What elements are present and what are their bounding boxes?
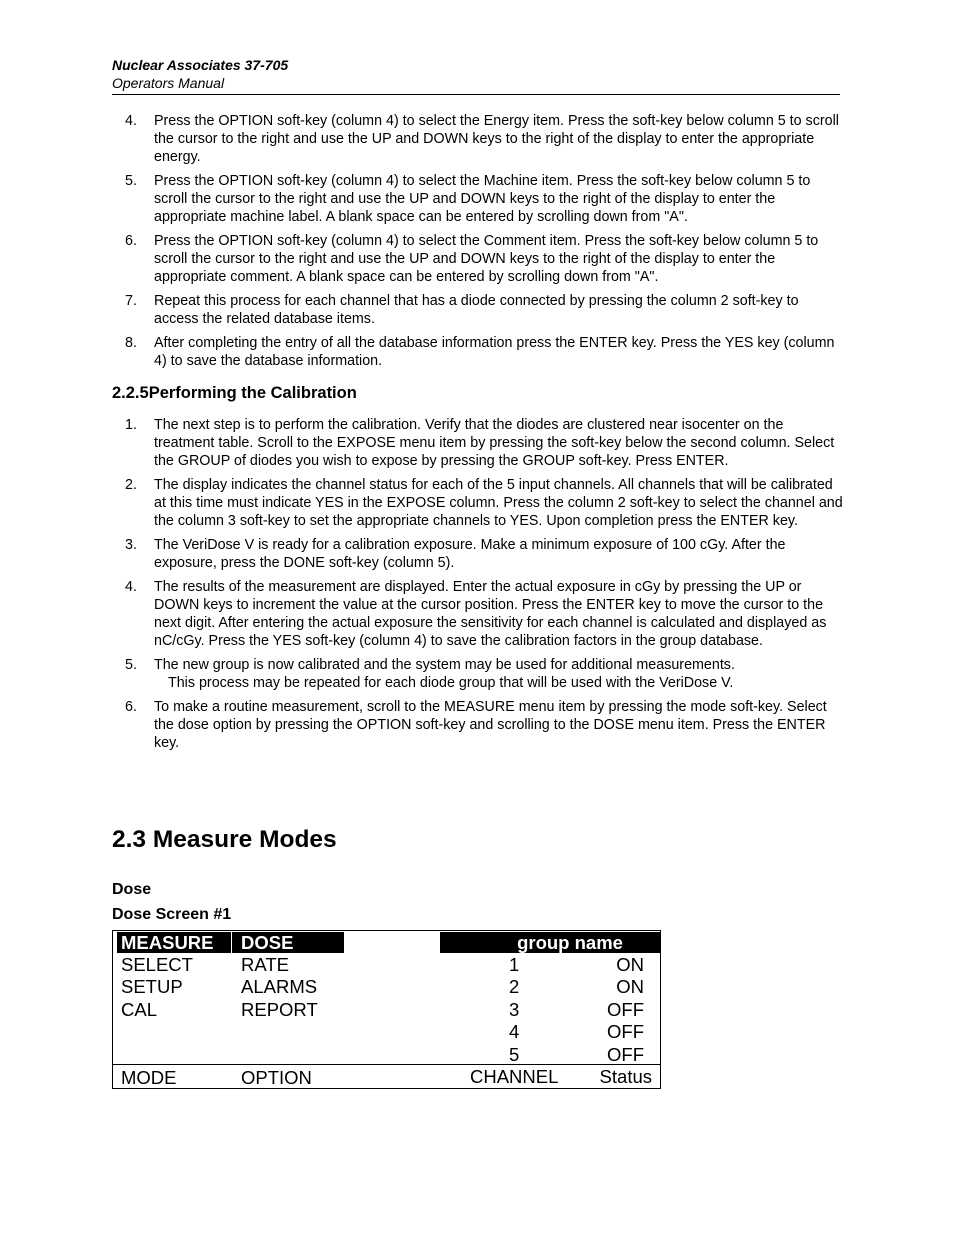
menu-select: SELECT — [121, 954, 193, 975]
list-item: 6. Press the OPTION soft-key (column 4) to select the Comment item. Press the soft-key below column 5 to scroll the cursor to the right and use the UP and DOWN keys to the right of the display to enter the appropriate comment. A blank space can be entered by scrolling down from "A". — [125, 233, 819, 285]
channel-number: 5 — [509, 1044, 520, 1065]
list-item: 7. Repeat this process for each channel that has a diode connected by pressing the column 2 soft-key to access the related database items. — [125, 293, 799, 327]
channel-number: 2 — [509, 976, 520, 997]
channel-status: OFF — [607, 999, 644, 1020]
group-name: group name — [440, 932, 660, 953]
option-rate: RATE — [241, 954, 289, 975]
database-steps-list — [112, 112, 844, 376]
channel-status: OFF — [607, 1021, 644, 1042]
list-item: 4. The results of the measurement are displayed. Enter the actual exposure in cGy by pressing the UP or DOWN keys to increment the value at the cursor position. Press the ENTER key to move the cursor to the next digit. After entering the actual exposure the sensitivity for each channel is calculated and displayed as nC/cGy. Press the YES soft-key (column 4) to save the calibration factors in the group database. — [125, 579, 827, 649]
softkey-mode: MODE — [121, 1067, 177, 1088]
menu-cal: CAL — [121, 999, 157, 1020]
list-item: 4. Press the OPTION soft-key (column 4) to select the Energy item. Press the soft-key below column 5 to scroll the cursor to the right and use the UP and DOWN keys to the right of the display to enter the appropriate energy. — [125, 113, 839, 165]
channel-status: ON — [616, 976, 644, 997]
list-item: 5. Press the OPTION soft-key (column 4) to select the Machine item. Press the soft-key below column 5 to scroll the cursor to the right and use the UP and DOWN keys to the right of the display to enter the appropriate machine label. A blank space can be entered by scrolling down from "A". — [125, 173, 811, 225]
channel-number: 4 — [509, 1021, 520, 1042]
softkey-divider — [113, 1064, 660, 1065]
channel-status: ON — [616, 954, 644, 975]
dose-screen-display — [112, 930, 661, 1089]
channel-status: OFF — [607, 1044, 644, 1065]
list-item: 5. The new group is now calibrated and the system may be used for additional measurements. This process may be repeated for each diode group that will be used with the VeriDose V. — [125, 657, 735, 691]
softkey-status: Status — [599, 1066, 652, 1087]
list-item: 3. The VeriDose V is ready for a calibration exposure. Make a minimum exposure of 100 cGy. After the exposure, press the DONE soft-key (column 5). — [125, 537, 786, 571]
menu-setup: SETUP — [121, 976, 183, 997]
softkey-channel: CHANNEL — [470, 1066, 559, 1087]
section-heading-performing-calibration: 2.2.5Performing the Calibration — [112, 384, 357, 402]
channel-number: 3 — [509, 999, 520, 1020]
list-item: 8. After completing the entry of all the database information press the ENTER key. Press the YES key (column 4) to save the database information. — [125, 335, 835, 369]
menu-measure: MEASURE — [117, 932, 231, 953]
option-alarms: ALARMS — [241, 976, 318, 997]
header-subtitle: Operators Manual — [112, 75, 225, 91]
calibration-steps-list — [112, 416, 844, 758]
page-header — [112, 56, 840, 95]
dose-screen-label: Dose Screen #1 — [112, 906, 232, 923]
menu-dose: DOSE — [232, 932, 344, 953]
dose-label: Dose — [112, 881, 152, 898]
header-title: Nuclear Associates 37-705 — [112, 57, 289, 73]
list-item: 1. The next step is to perform the calibration. Verify that the diodes are clustered near isocenter on the treatment table. Scroll to the EXPOSE menu item by pressing the soft-key below the second column. Select the GROUP of diodes you wish to expose by pressing the GROUP soft-key. Press ENTER. — [125, 417, 835, 469]
list-item: 6. To make a routine measurement, scroll to the MEASURE menu item by pressing the mode soft-key. Select the dose option by pressing the OPTION soft-key and scrolling to the DOSE menu item. Press the ENTER key. — [125, 699, 827, 751]
list-item: 2. The display indicates the channel status for each of the 5 input channels. All channels that will be calibrated at this time must indicate YES in the EXPOSE column. Press the column 2 soft-key to select the channel and the column 3 soft-key to set the appropriate channels to YES. Upon completion press the ENTER key. — [125, 477, 843, 529]
option-report: REPORT — [241, 999, 318, 1020]
section-heading-measure-modes: 2.3 Measure Modes — [112, 826, 337, 853]
softkey-option: OPTION — [241, 1067, 312, 1088]
channel-number: 1 — [509, 954, 520, 975]
